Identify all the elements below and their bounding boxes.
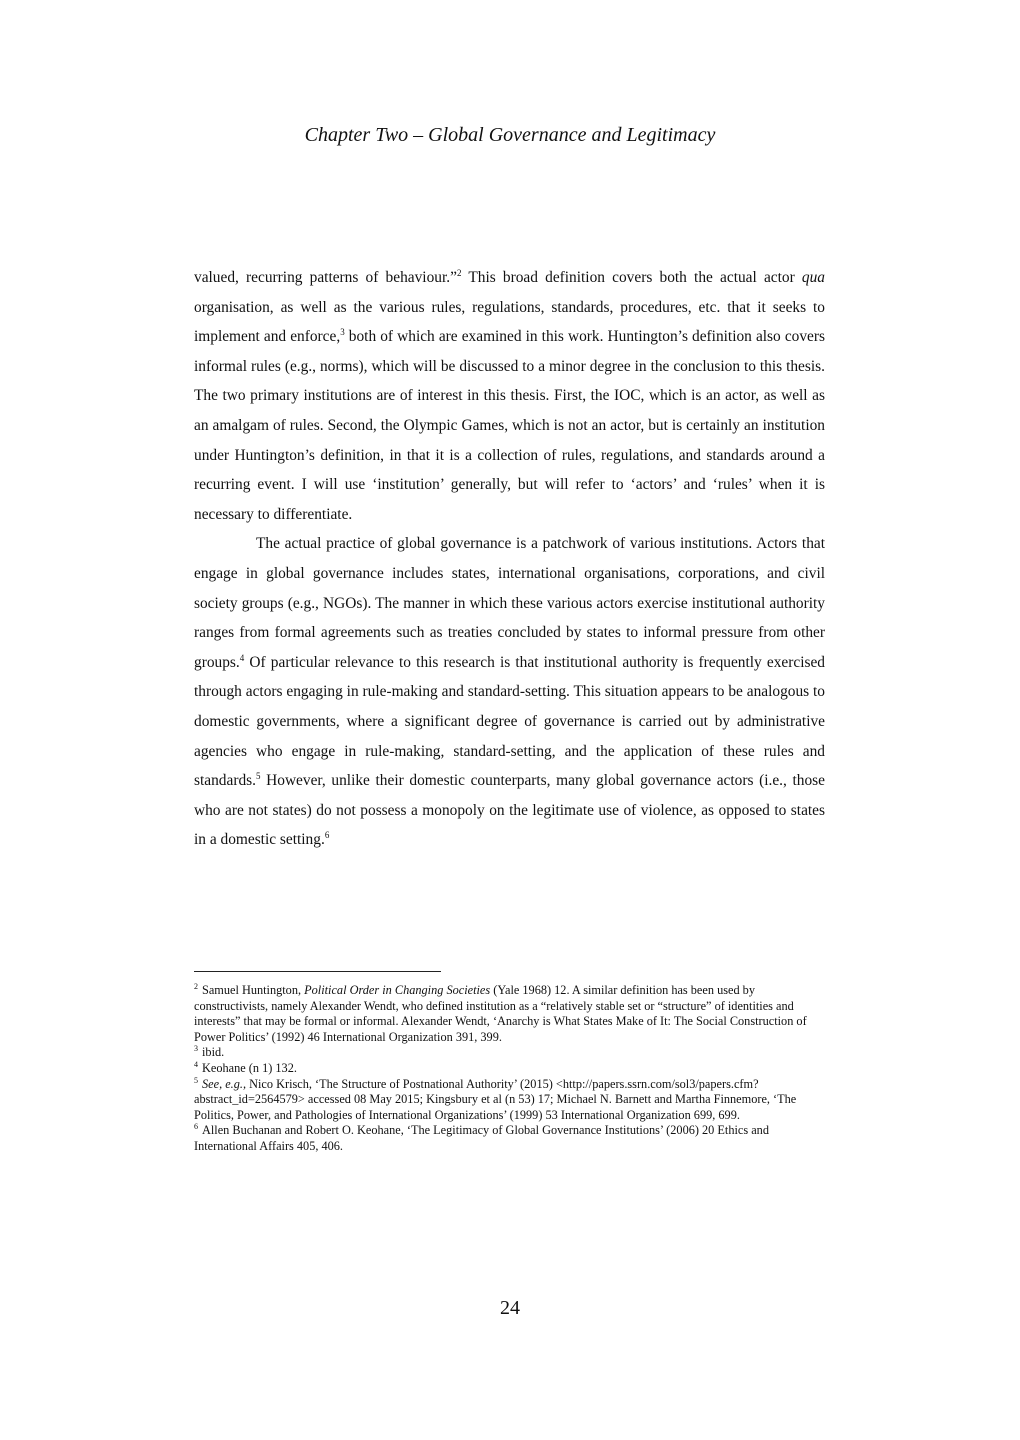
footnote-4 [194, 1061, 825, 1077]
footnotes [194, 983, 825, 1155]
p1-text-4: both of which are examined in this work. Huntington’s definition also covers informal rules (e.g., norms), which will be discussed to a minor degree in the conclusion to this thesis. The two primary institutions are of interest in this thesis. First, the IOC, which is an actor, as well as an amalgam of rules. Second, the Olympic Games, which is not an actor, but is certainly an institution under Huntington’s definition, in that it is a collection of rules, regulations, and standards around a recurring event. I will use ‘institution’ generally, but will refer to ‘actors’ and ‘rules’ when it is necessary to differentiate. [194, 328, 825, 523]
footnote-number: 2 [194, 982, 198, 991]
running-header: Chapter Two – Global Governance and Legitimacy [304, 124, 716, 146]
footnote-3 [194, 1045, 825, 1061]
footnote-2 [194, 983, 825, 1045]
footnote-number: 3 [194, 1044, 198, 1054]
footnote-number: 6 [194, 1122, 198, 1132]
p1-text-3: organisation, as well as the various rules, regulations, standards, procedures, etc. that it seeks to implement and enforce, [194, 298, 825, 346]
p2-text-3: However, unlike their domestic counterparts, many global governance actors (i.e., those who are not states) do not possess a monopoly on the legitimate use of violence, as opposed to states in a domestic setting. [194, 772, 825, 849]
footnote-text: Allen Buchanan and Robert O. Keohane, ‘The Legitimacy of Global Governance Institutions’ (2006) 20 Ethics and International Affairs 405, 406. [194, 1123, 769, 1153]
footnote-text: Nico Krisch, ‘The Structure of Postnational Authority’ (2015) <http://papers.ssrn.com/sol3/papers.cfm?abstract_id=2564579> accessed 08 May 2015; Kingsbury et al (n 53) 17; Michael N. Barnett and Martha Finnemore, ‘The Politics, Power, and Pathologies of International Organizations’ (1999) 53 International Organization 699, 699. [194, 1076, 797, 1122]
footnote-6 [194, 1123, 825, 1154]
footnote-text: Keohane (n 1) 132. [202, 1060, 297, 1075]
footnote-5 [194, 1077, 825, 1124]
footnote-separator [194, 971, 441, 972]
footnote-text: Samuel Huntington, [202, 983, 305, 997]
p1-text-1: valued, recurring patterns of behaviour.” [194, 269, 457, 286]
footnote-ref-4: 4 [239, 652, 245, 663]
footnote-book-title: Political Order in Changing Societies [304, 983, 491, 997]
p2-text-1: The actual practice of global governance is a patchwork of various institutions. Actors that engage in global governance includes states, international organisations, corporations, and civil society groups (e.g., NGOs). The manner in which these various actors exercise institutional authority ranges from formal agreements such as treaties concluded by states to informal pressure from other groups. [194, 535, 825, 671]
body-text [194, 263, 825, 855]
footnote-ref-3: 3 [340, 327, 345, 338]
footnote-text: ibid. [202, 1045, 225, 1060]
footnote-ref-2: 2 [456, 268, 462, 278]
footnote-number: 5 [194, 1075, 198, 1085]
p1-text-2: This broad definition covers both the actual actor [461, 269, 802, 286]
page-number: 24 [500, 1297, 520, 1319]
paragraph-1 [194, 263, 825, 529]
paragraph-2 [194, 529, 825, 855]
footnote-number: 4 [194, 1059, 198, 1069]
footnote-signal: See, e.g., [202, 1076, 247, 1091]
p2-text-2: Of particular relevance to this research is that institutional authority is frequently exercised through actors engaging in rule-making and standard-setting. This situation appears to be analogous to domestic governments, where a significant degree of governance is carried out by administrative agencies who engage in rule-making, standard-setting, and the application of these rules and standards. [194, 653, 825, 790]
footnote-text: (Yale 1968) 12. A similar definition has been used by constructivists, namely Alexander Wendt, who defined institution as a “relatively stable set or “structure” of identities and interests” that may be formal or informal. Alexander Wendt, ‘Anarchy is What States Make of It: The Social Construction of Power Politics’ (1992) 46 International Organization 391, 399. [194, 983, 807, 1044]
footnote-ref-5: 5 [255, 771, 261, 782]
p1-italic-qua: qua [801, 269, 825, 286]
footnote-ref-6: 6 [324, 830, 330, 841]
